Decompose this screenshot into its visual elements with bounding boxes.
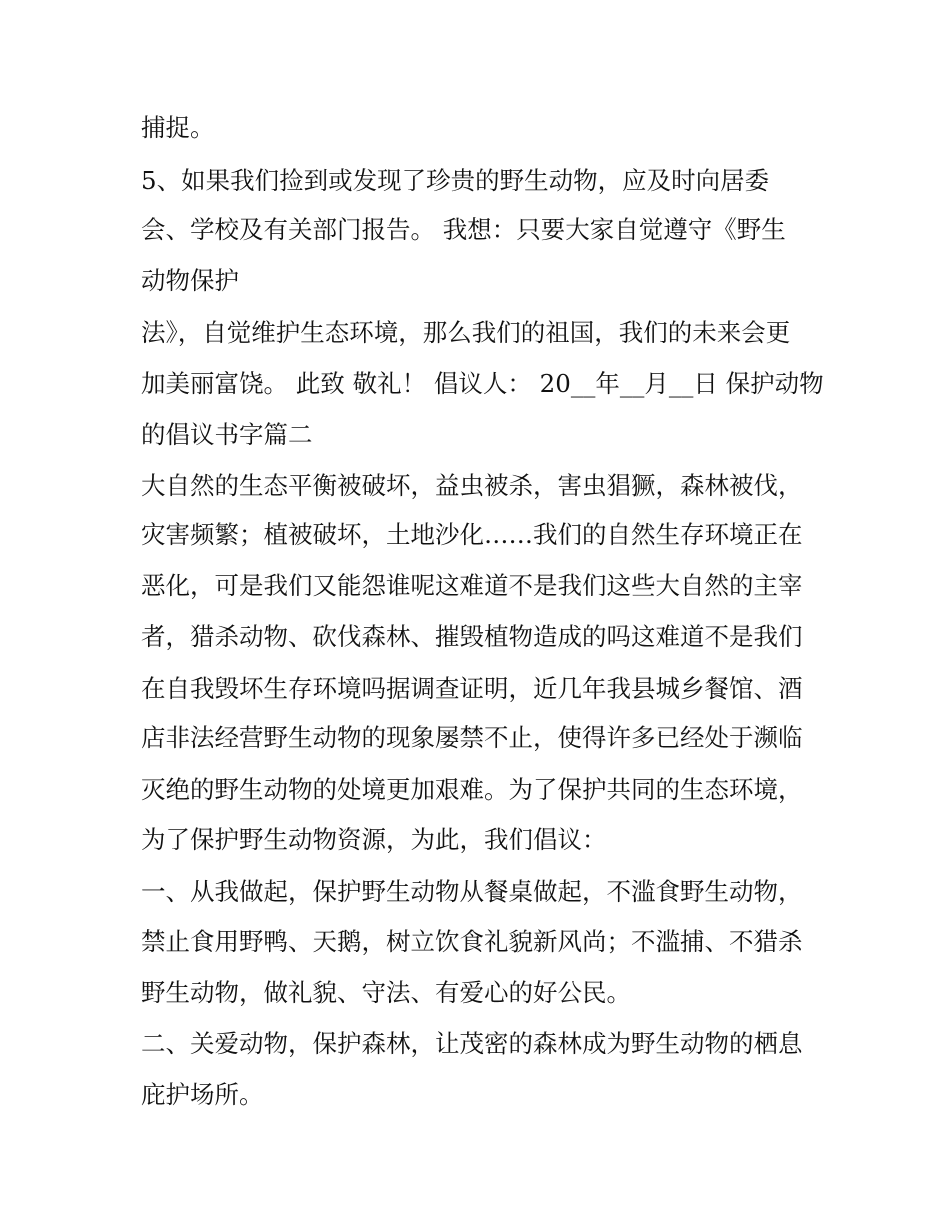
text-line: 者，猎杀动物、砍伐森林、摧毁植物造成的吗这难道不是我们	[141, 622, 803, 651]
text-line: 野生动物，做礼貌、守法、有爱心的好公民。	[141, 978, 631, 1007]
text-line: 捕捉。	[141, 113, 215, 142]
text-line: 在自我毁坏生存环境吗据调查证明，近几年我县城乡餐馆、酒	[141, 674, 803, 703]
text-line: 法》，自觉维护生态环境，那么我们的祖国，我们的未来会更	[141, 318, 791, 347]
text-line: 灭绝的野生动物的处境更加艰难。为了保护共同的生态环境，	[141, 775, 803, 804]
text-line: 为了保护野生动物资源，为此，我们倡议：	[141, 825, 607, 854]
text-line: 灾害频繁；植被破坏，土地沙化……我们的自然生存环境正在	[141, 520, 803, 549]
text-line: 动物保护	[141, 266, 239, 295]
text-line: 禁止食用野鸭、天鹅，树立饮食礼貌新风尚；不滥捕、不猎杀	[141, 927, 803, 956]
text-line: 的倡议书字篇二	[141, 420, 313, 449]
text-line: 庇护场所。	[141, 1080, 264, 1109]
text-line: 二、关爱动物，保护森林，让茂密的森林成为野生动物的栖息	[141, 1029, 803, 1058]
text-line: 大自然的生态平衡被破坏，益虫被杀，害虫猖獗，森林被伐，	[141, 471, 803, 500]
text-line: 店非法经营野生动物的现象屡禁不止，使得许多已经处于濒临	[141, 723, 803, 752]
text-line: 加美丽富饶。 此致 敬礼！ 倡议人： 20__年__月__日 保护动物	[141, 369, 824, 398]
text-line: 5、如果我们捡到或发现了珍贵的野生动物，应及时向居委	[141, 166, 770, 195]
text-line: 恶化，可是我们又能怨谁呢这难道不是我们这些大自然的主宰	[141, 571, 803, 600]
text-line: 会、学校及有关部门报告。 我想：只要大家自觉遵守《野生	[141, 215, 786, 244]
text-line: 一、从我做起，保护野生动物从餐桌做起，不滥食野生动物，	[141, 877, 803, 906]
